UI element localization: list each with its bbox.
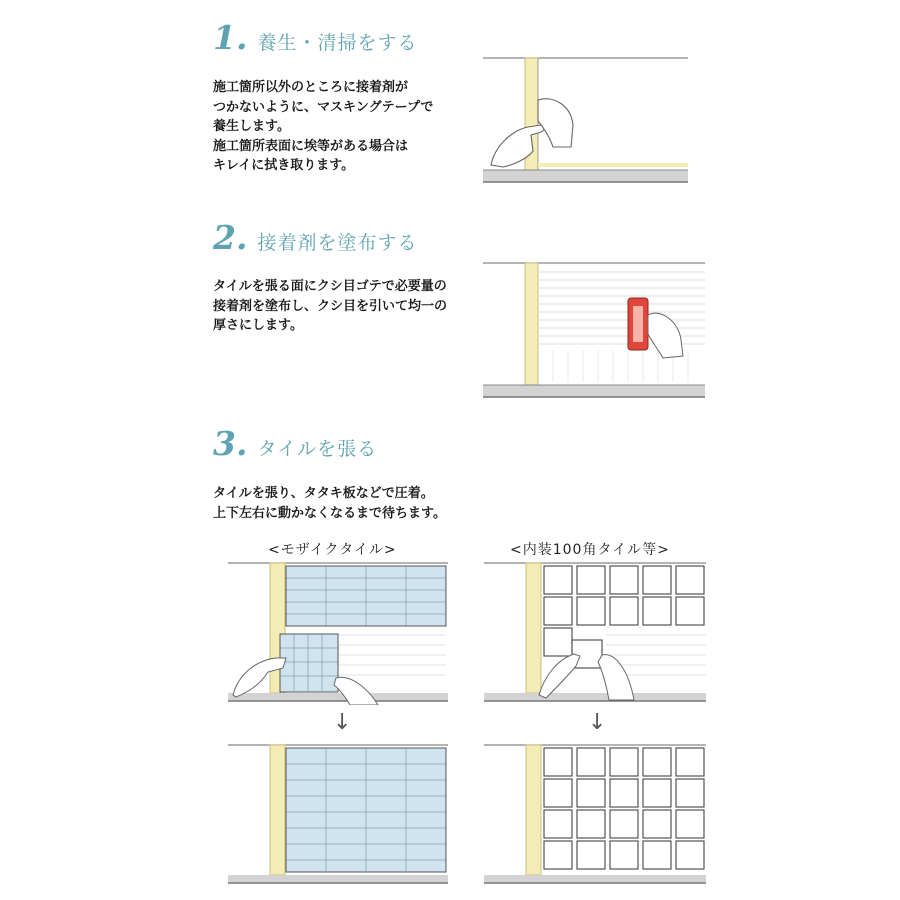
step-2-heading <box>213 218 417 257</box>
step-1-title: 養生・清掃をする <box>257 32 418 54</box>
interior-down-arrow: ↓ <box>588 710 607 735</box>
interior-tile-after-illustration <box>484 742 706 887</box>
mosaic-after-illustration <box>228 742 448 887</box>
step-1-line: 施工箇所表面に埃等がある場合は <box>213 138 409 154</box>
step-3-line: タイルを張り、タタキ板などで圧着。 <box>213 486 434 501</box>
step-3-heading <box>213 424 377 463</box>
step-1-line: つかないように、マスキングテープで <box>213 99 434 115</box>
step-2-number: 2. <box>213 218 248 257</box>
step-3-title: タイルを張る <box>257 438 378 460</box>
mosaic-down-arrow: ↓ <box>333 710 352 735</box>
masking-illustration <box>483 55 688 190</box>
step-2-line: 厚さにします。 <box>213 318 303 333</box>
step-2-line: タイルを張る面にクシ目ゴテで必要量の <box>213 279 447 294</box>
interior-tile-before-illustration <box>484 560 706 705</box>
step-1-description <box>213 78 433 176</box>
step-1-line: キレイに拭き取ります。 <box>213 158 355 173</box>
step-1-number: 1. <box>213 18 248 57</box>
step-1-line: 施工箇所以外のところに接着剤が <box>213 80 409 95</box>
step-1-line: 養生します。 <box>213 119 290 134</box>
step-2-title: 接着剤を塗布する <box>257 232 418 254</box>
adhesive-illustration <box>483 260 705 405</box>
step-2-line: 接着剤を塗布し、クシ目を引いて均一の <box>213 298 448 314</box>
step-3-description <box>213 484 446 523</box>
interior-tile-caption: <内装100角タイル等> <box>510 542 670 558</box>
step-3-number: 3. <box>213 424 248 463</box>
mosaic-caption: <モザイクタイル> <box>268 542 397 558</box>
mosaic-before-illustration <box>228 560 448 705</box>
trowel-icon <box>628 298 683 358</box>
step-1-heading <box>213 18 417 57</box>
step-2-description <box>213 277 447 336</box>
step-3-line: 上下左右に動かなくなるまで待ちます。 <box>213 505 446 521</box>
